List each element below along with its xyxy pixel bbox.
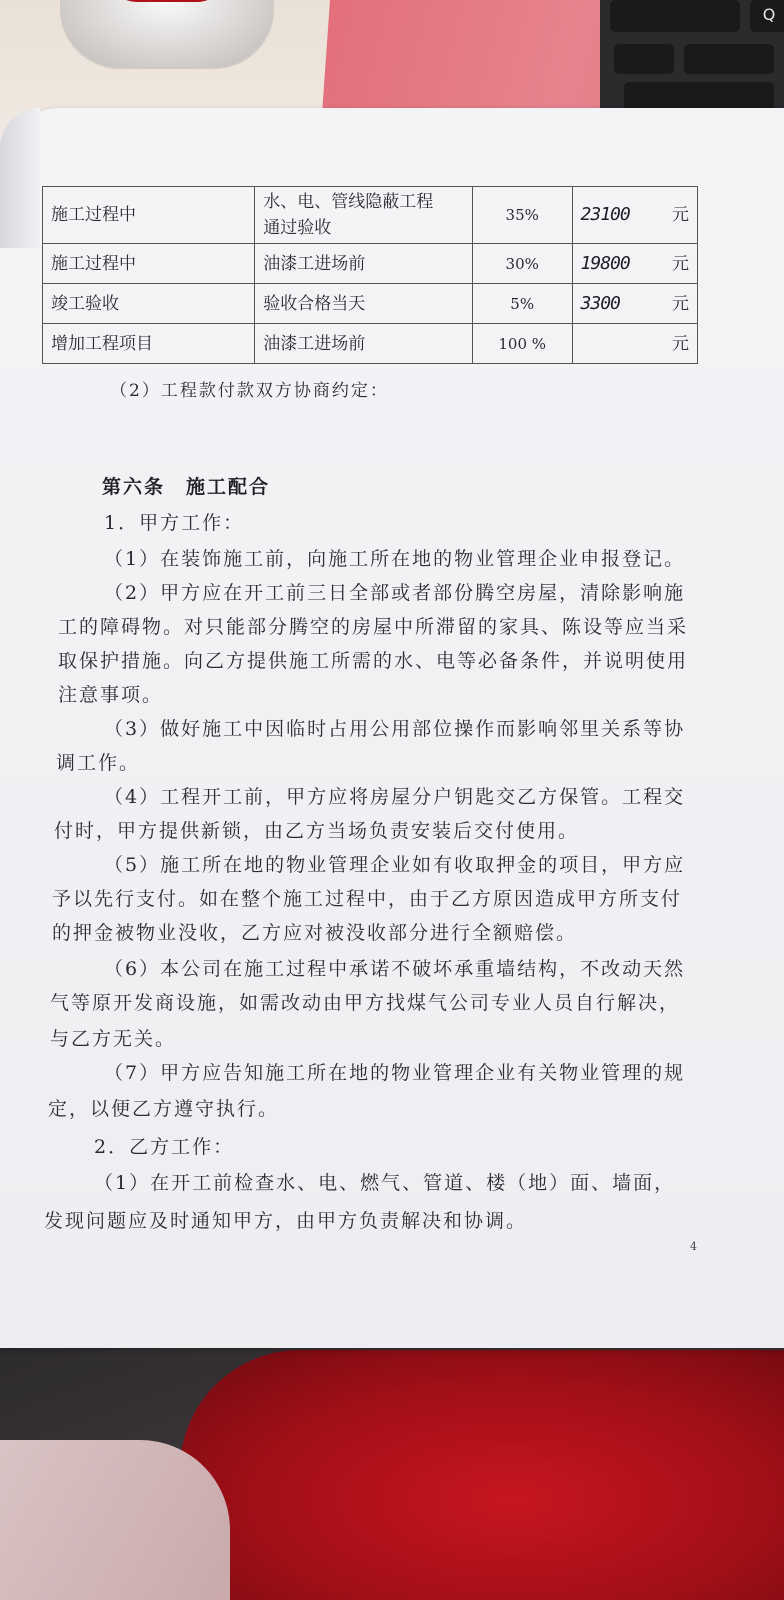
clause-a7-line: （7）甲方应告知施工所在地的物业管理企业有关物业管理的规 — [104, 1062, 686, 1084]
page-number: 4 — [690, 1240, 697, 1253]
payment-table — [42, 186, 698, 364]
clause-a6-line: 气等原开发商设施，如需改动由甲方找煤气公司专业人员自行解决， — [50, 992, 681, 1014]
glass-bowl — [60, 0, 274, 69]
stage-cell: 施工过程中 — [43, 187, 255, 244]
clause-a5-line: 的押金被物业没收，乙方应对被没收部分进行全额赔偿。 — [52, 922, 578, 944]
table-row — [43, 244, 698, 284]
clause-b1-line: 发现问题应及时通知甲方，由甲方负责解决和协调。 — [44, 1210, 528, 1232]
handwritten-amount: 3300 — [580, 292, 620, 314]
red-cloth — [180, 1350, 784, 1600]
currency-unit: 元 — [672, 205, 689, 225]
currency-unit: 元 — [672, 293, 689, 314]
percent-cell: 35% — [472, 187, 572, 244]
clause-a3-line: 调工作。 — [56, 752, 141, 774]
percent-cell: 30% — [472, 244, 572, 284]
stage-cell: 施工过程中 — [43, 244, 255, 284]
clause-a5-line: （5）施工所在地的物业管理企业如有收取押金的项目，甲方应 — [104, 854, 686, 876]
amount-cell — [572, 187, 697, 244]
clause-a4-line: （4）工程开工前，甲方应将房屋分户钥匙交乙方保管。工程交 — [104, 786, 686, 808]
clause-a2-line: 注意事项。 — [58, 684, 164, 706]
amount-cell — [572, 284, 697, 324]
clause-a3-line: （3）做好施工中因临时占用公用部位操作而影响邻里关系等协 — [104, 718, 686, 740]
handwritten-amount: 19800 — [580, 252, 630, 274]
condition-cell: 油漆工进场前 — [255, 244, 473, 284]
payment-note: （2）工程款付款双方协商约定： — [110, 381, 389, 401]
clause-a2-line: 取保护措施。向乙方提供施工所需的水、电等必备条件，并说明使用 — [58, 650, 689, 672]
condition-cell — [255, 187, 473, 244]
laptop-keyboard — [600, 0, 784, 118]
condition-line: 水、电、管线隐蔽工程 — [263, 192, 434, 212]
stage-cell: 竣工验收 — [43, 284, 255, 324]
clause-a2-line: 工的障碍物。对只能部分腾空的房屋中所滞留的家具、陈设等应当采 — [58, 616, 689, 638]
party-a-heading: 1．甲方工作： — [104, 512, 245, 534]
stage-cell: 增加工程项目 — [43, 324, 255, 364]
keyboard-key-q: Q — [750, 0, 784, 32]
clause-a6-line: （6）本公司在施工过程中承诺不破坏承重墙结构，不改动天然 — [104, 958, 686, 980]
page-curl — [0, 108, 40, 248]
condition-cell: 验收合格当天 — [255, 284, 473, 324]
condition-line: 通过验收 — [263, 218, 332, 238]
clause-a7-line: 定，以便乙方遵守执行。 — [48, 1098, 280, 1120]
clause-a1: （1）在装饰施工前，向施工所在地的物业管理企业申报登记。 — [104, 548, 686, 570]
pink-cloth — [0, 1440, 230, 1600]
table-row — [43, 187, 698, 244]
percent-cell: 5% — [472, 284, 572, 324]
table-row — [43, 324, 698, 364]
clause-a2-line: （2）甲方应在开工前三日全部或者部份腾空房屋，清除影响施 — [104, 582, 686, 604]
amount-cell — [572, 244, 697, 284]
currency-unit: 元 — [672, 253, 689, 274]
clause-a5-line: 予以先行支付。如在整个施工过程中，由于乙方原因造成甲方所支付 — [52, 888, 683, 910]
party-b-heading: 2．乙方工作： — [94, 1136, 235, 1158]
handwritten-amount: 23100 — [580, 204, 630, 225]
table-row — [43, 284, 698, 324]
currency-unit: 元 — [672, 333, 689, 354]
clause-b1-line: （1）在开工前检查水、电、燃气、管道、楼（地）面、墙面， — [94, 1172, 676, 1194]
percent-cell: 100 % — [472, 324, 572, 364]
article-title: 第六条 施工配合 — [102, 476, 271, 498]
clause-a6-line: 与乙方无关。 — [50, 1028, 177, 1050]
amount-cell — [572, 324, 697, 364]
clause-a4-line: 付时，甲方提供新锁，由乙方当场负责安装后交付使用。 — [54, 820, 580, 842]
condition-cell: 油漆工进场前 — [255, 324, 473, 364]
